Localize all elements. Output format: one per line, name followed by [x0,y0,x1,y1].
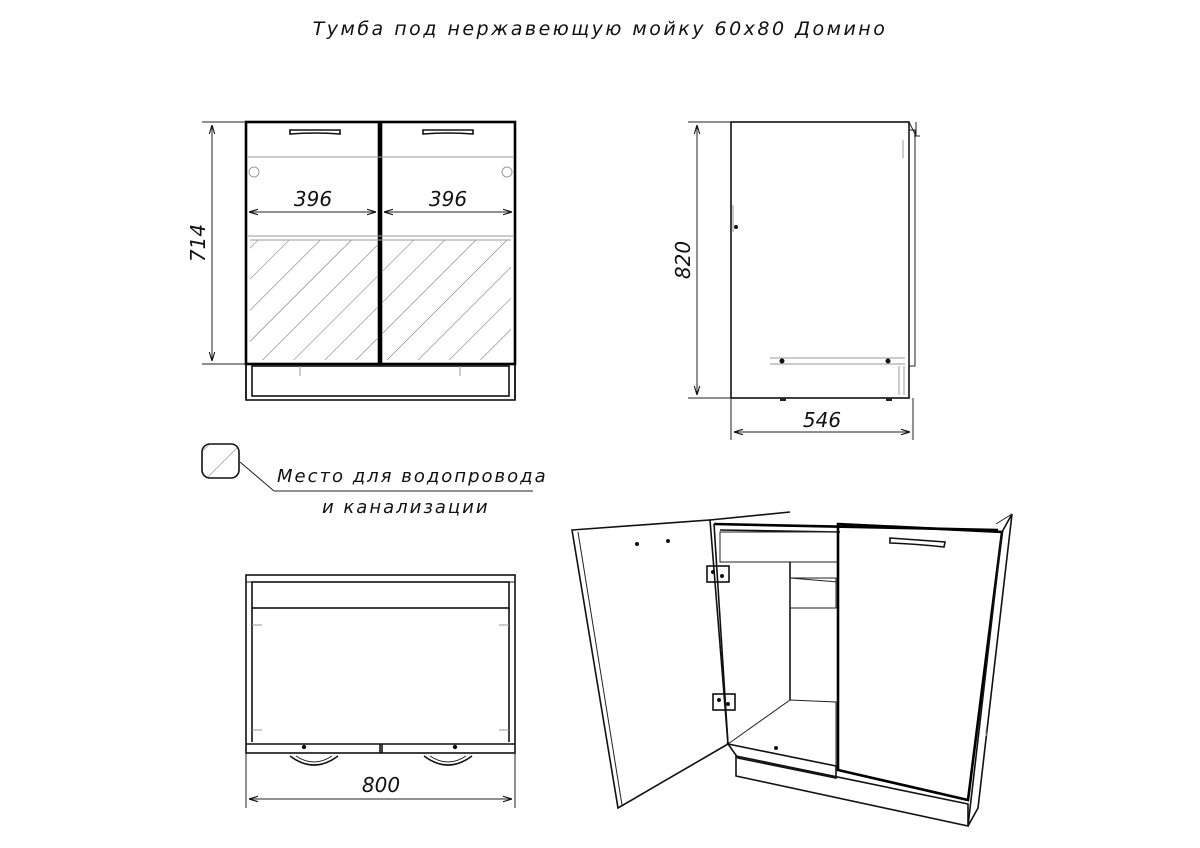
side-panel [731,122,909,398]
front-right-handle [423,130,473,134]
front-plumbing-zone-right [383,240,511,360]
front-left-handle [290,130,340,134]
iso-open-left-door [572,520,728,808]
top-width-label: 800 [361,773,401,797]
legend-text-line1: Место для водопровода [277,466,548,487]
isometric-view [572,512,1012,826]
front-height-label: 714 [186,223,210,263]
top-carcass [246,575,515,753]
front-width-left-label: 396 [293,187,333,211]
front-plinth [252,366,509,396]
iso-right-handle [890,538,945,547]
top-view [246,575,515,808]
legend-text-line2: и канализации [322,497,490,518]
iso-side-panel [968,514,1012,826]
front-plumbing-zone-left [250,240,377,360]
front-view [186,122,515,400]
iso-right-door [838,524,1002,800]
side-depth-label: 546 [802,408,842,432]
side-view [671,122,920,440]
front-width-right-label: 396 [428,187,468,211]
drawing-title: Тумба под нержавеющую мойку 60х80 Домино [312,18,888,40]
side-height-label: 820 [671,240,695,280]
